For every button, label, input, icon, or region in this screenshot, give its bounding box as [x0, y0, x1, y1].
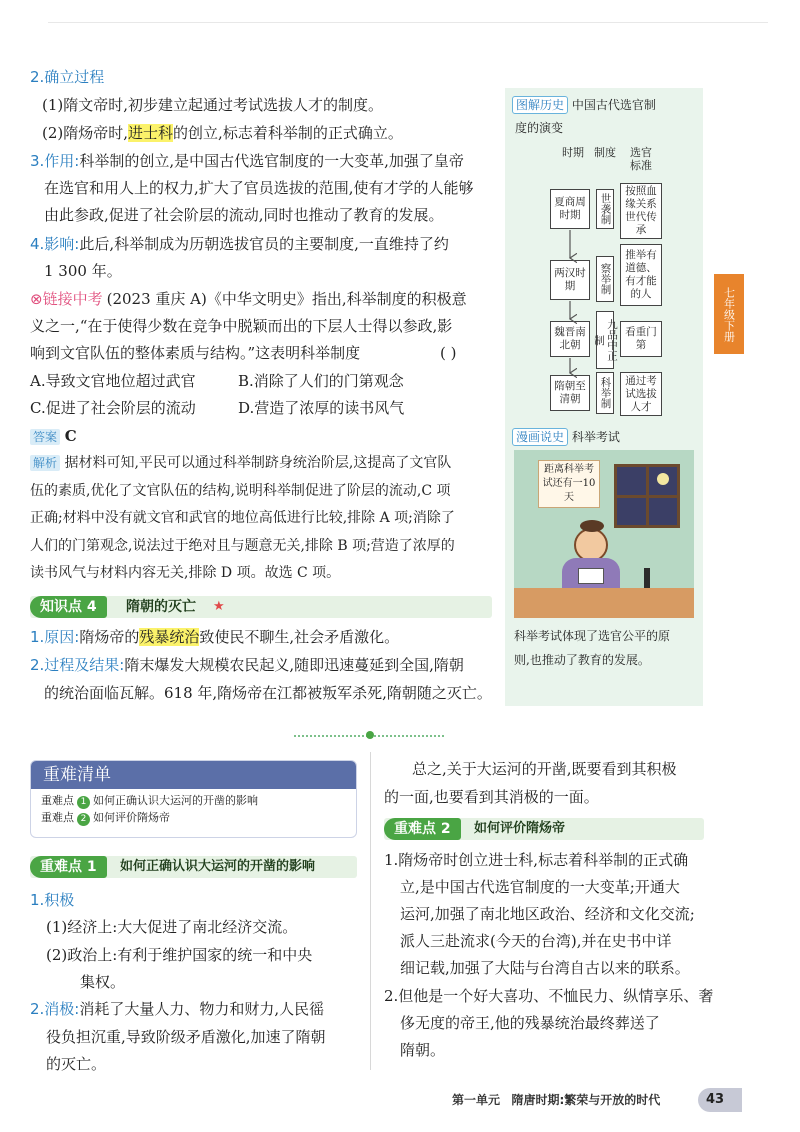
negative-2: 役负担沉重,导致阶级矛盾激化,加速了隋朝: [46, 1028, 326, 1046]
flow-system-1: 世袭制: [596, 189, 614, 229]
comic-tag: 漫画说史: [512, 428, 568, 446]
comic-caption-1: 科举考试体现了选官公平的原: [514, 629, 671, 643]
review-item-2: 重难点 2 如何评价隋炀帝: [41, 811, 170, 824]
answer-tag: 答案: [30, 429, 60, 445]
star-icon: ★: [213, 599, 225, 614]
countdown-sign: 距离科举考试还有一10天: [538, 460, 600, 508]
student-head: [574, 528, 608, 562]
eval-1a: 1.隋炀帝时创立进士科,标志着科举制的正式确: [384, 851, 689, 869]
exam-question-1: ⊗链接中考 (2023 重庆 A)《中华文明史》指出,科举制度的积极意: [30, 290, 467, 308]
flow-arrows: [560, 228, 580, 378]
answer-line: [30, 426, 77, 446]
diagram-tag: 图解历史: [512, 96, 568, 114]
highlight-jinshike: 进士科: [128, 124, 174, 142]
option-a: A.导致文官地位超过武官: [30, 372, 196, 390]
kp4-title: 隋朝的灭亡: [126, 599, 196, 615]
kp4-process-2: 的统治面临瓦解。618 年,隋炀帝在江都被叛军杀死,隋朝随之灭亡。: [44, 684, 492, 702]
positive-1: (1)经济上:大大促进了南北经济交流。: [46, 918, 298, 936]
eval-1e: 细记载,加强了大陆与台湾自古以来的联系。: [400, 959, 690, 977]
comic-illustration: [514, 450, 694, 618]
divider-dot: [366, 731, 374, 739]
flow-period-2: 两汉时期: [550, 260, 590, 300]
col-system: 制度: [594, 146, 616, 159]
flow-period-1: 夏商周时期: [550, 189, 590, 229]
negative-3: 的灭亡。: [46, 1055, 107, 1073]
flow-system-4: 科举制: [596, 372, 614, 414]
analysis-2: 伍的素质,优化了文官队伍的结构,说明科举制促进了阶层的流动,C 项: [30, 483, 451, 499]
flow-standard-1: 按照血缘关系世代传承: [620, 183, 662, 239]
analysis-tag: 解析: [30, 455, 60, 471]
kp4-process-1: 2.过程及结果:隋末爆发大规模农民起义,随即迅速蔓延到全国,隋朝: [30, 656, 464, 674]
role-para-1: 3.作用:科举制的创立,是中国古代选官制度的一大变革,加强了皇帝: [30, 152, 464, 170]
comic-title: 漫画说史 科举考试: [512, 428, 620, 446]
option-b: B.消除了人们的门第观念: [238, 372, 404, 390]
page-number: 43: [698, 1088, 742, 1112]
influence-para-1: 4.影响:此后,科举制成为历朝选拔官员的主要制度,一直维持了约: [30, 235, 449, 253]
establish-heading: 2.确立过程: [30, 68, 105, 86]
positive-heading: 1.积极: [30, 891, 75, 909]
eval-1d: 派人三赴流求(今天的台湾),并在史书中详: [400, 932, 672, 950]
analysis-3: 正确;材料中没有就文官和武官的地位高低进行比较,排除 A 项;消除了: [30, 510, 455, 526]
review-box-title: 重难清单: [31, 761, 356, 789]
review-num-1: 1: [77, 796, 90, 809]
kd1-badge: 重难点 1: [30, 856, 107, 878]
kp4-badge: 知识点 4: [30, 596, 107, 618]
influence-para-2: 1 300 年。: [44, 262, 122, 280]
eval-2c: 隋朝。: [400, 1041, 446, 1059]
footer-unit: 第一单元: [452, 1093, 501, 1107]
window-icon: [614, 464, 680, 528]
review-num-2: 2: [77, 813, 90, 826]
flow-period-3: 魏晋南北朝: [550, 321, 590, 357]
review-box: [30, 760, 357, 838]
eval-1b: 立,是中国古代选官制度的一大变革;开通大: [400, 878, 680, 896]
summary-1: 总之,关于大运河的开凿,既要看到其积极: [412, 760, 677, 778]
diagram-title: 图解历史 中国古代选官制: [512, 96, 656, 114]
positive-2a: (2)政治上:有利于维护国家的统一和中央: [46, 946, 313, 964]
grade-side-tab: 七年级下册: [714, 274, 744, 354]
review-item-1: 重难点 1 如何正确认识大运河的开凿的影响: [41, 794, 258, 807]
footer-title: 隋唐时期:繁荣与开放的时代: [511, 1093, 661, 1107]
footer-text: [452, 1090, 660, 1110]
diagram-title-2: 度的演变: [515, 121, 564, 135]
exam-tag: 链接中考: [42, 290, 103, 308]
analysis-4: 人们的门第观念,说法过于绝对且与题意无关,排除 B 项;营造了浓厚的: [30, 538, 455, 554]
exam-question-3: 响到文官队伍的整体素质与结构。”这表明科举制度: [30, 344, 361, 362]
lamp-icon: [644, 568, 650, 588]
role-para-2: 在选官和用人上的权力,扩大了官员选拔的范围,使有才学的人能够: [44, 179, 474, 197]
exam-question-2: 义之一,“在于使得少数在竞争中脱颖而出的下层人士得以参政,影: [30, 317, 453, 335]
option-c: C.促进了社会阶层的流动: [30, 399, 196, 417]
top-rule: [48, 22, 768, 23]
comic-caption-2: 则,也推动了教育的发展。: [514, 653, 650, 667]
positive-2b: 集权。: [80, 973, 126, 991]
kd2-badge: 重难点 2: [384, 818, 461, 840]
col-standard: 选官 标准: [630, 146, 652, 172]
eval-2b: 侈无度的帝王,他的残暴统治最终葬送了: [400, 1014, 660, 1032]
flow-standard-4: 通过考试选拔人才: [620, 372, 662, 416]
eval-2a: 2.但他是一个好大喜功、不恤民力、纵情享乐、奢: [384, 987, 714, 1005]
desk: [514, 588, 694, 618]
negative-1: 2.消极:消耗了大量人力、物力和财力,人民徭: [30, 1000, 325, 1018]
flow-system-2: 察举制: [596, 256, 614, 302]
flow-system-3: 九品中正制: [596, 311, 614, 369]
answer-value: C: [64, 427, 77, 445]
kd2-title: 如何评价隋炀帝: [474, 821, 566, 836]
column-divider: [370, 752, 371, 1070]
kd1-title: 如何正确认识大运河的开凿的影响: [120, 859, 316, 874]
analysis-1: 解析 据材料可知,平民可以通过科举制跻身统治阶层,这提高了文官队: [30, 453, 451, 473]
link-icon: ⊗: [30, 290, 43, 308]
kp4-cause: 1.原因:隋炀帝的残暴统治致使民不聊生,社会矛盾激化。: [30, 628, 400, 646]
col-period: 时期: [562, 146, 584, 159]
student-hair: [580, 520, 604, 532]
role-para-3: 由此参政,促进了社会阶层的流动,同时也推动了教育的发展。: [44, 206, 444, 224]
summary-2: 的一面,也要看到其消极的一面。: [384, 788, 599, 806]
option-d: D.营造了浓厚的读书风气: [238, 399, 405, 417]
establish-point-2: (2)隋炀帝时,进士科的创立,标志着科举制的正式确立。: [42, 124, 403, 142]
exam-blank: ( ): [440, 344, 457, 362]
eval-1c: 运河,加强了南北地区政治、经济和文化交流;: [400, 905, 695, 923]
flow-standard-2: 推举有道德、有才能的人: [620, 244, 662, 306]
establish-point-1: (1)隋文帝时,初步建立起通过考试选拔人才的制度。: [42, 96, 384, 114]
highlight-cruel-rule: 残暴统治: [139, 628, 200, 646]
analysis-5: 读书风气与材料内容无关,排除 D 项。故选 C 项。: [30, 565, 341, 581]
book-icon: [578, 568, 604, 584]
flow-standard-3: 看重门第: [620, 321, 662, 357]
flow-period-4: 隋朝至清朝: [550, 375, 590, 411]
